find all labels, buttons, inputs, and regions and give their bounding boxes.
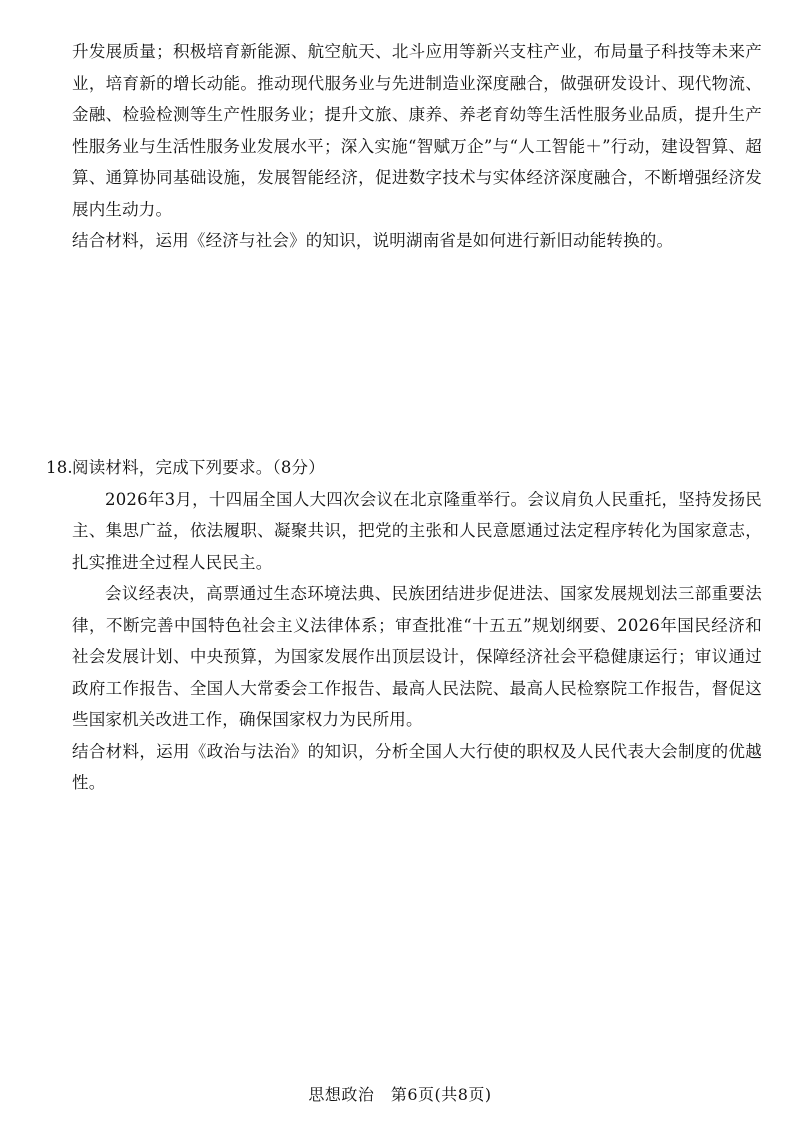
question-heading-text: 阅读材料，完成下列要求。（8分） — [72, 458, 325, 477]
section-18 — [46, 452, 762, 799]
material-paragraph: 升发展质量；积极培育新能源、航空航天、北斗应用等新兴支柱产业，布局量子科技等未来产业，培育新的增长动能。推动现代服务业与先进制造业深度融合，做强研发设计、现代物流、金融、检验检测等生产性服务业；提升文旅、康养、养老育幼等生活性服务业品质，提升生产性服务业与生活性服务业发展水平；深入实施“智赋万企”与“人工智能＋”行动，建设智算、超算、通算协同基础设施，发展智能经济，促进数字技术与实体经济深度融合，不断增强经济发展内生动力。 — [72, 42, 762, 219]
material-paragraph-2: 会议经表决，高票通过生态环境法典、民族团结进步促进法、国家发展规划法三部重要法律，不断完善中国特色社会主义法律体系；审查批准“十五五”规划纲要、2026年国民经济和社会发展计划、中央预算，为国家发展作出顶层设计，保障经济社会平稳健康运行；审议通过政府工作报告、全国人大常委会工作报告、最高人民法院、最高人民检察院工作报告，督促这些国家机关改进工作，确保国家权力为民所用。 — [72, 584, 762, 729]
material-paragraph-1: 2026年3月，十四届全国人大四次会议在北京隆重举行。会议肩负人民重托，坚持发扬民主、集思广益，依法履职、凝聚共识，把党的主张和人民意愿通过法定程序转化为国家意志，扎实推进全过程人民民主。 — [72, 489, 762, 572]
section-17-continuation — [72, 36, 762, 257]
question-prompt: 结合材料，运用《经济与社会》的知识，说明湖南省是如何进行新旧动能转换的。 — [72, 231, 674, 250]
page-footer: 思想政治 第6页(共8页) — [308, 1085, 492, 1104]
question-number: 18. — [46, 458, 73, 477]
question-heading — [46, 452, 762, 484]
question-prompt: 结合材料，运用《政治与法治》的知识，分析全国人大行使的职权及人民代表大会制度的优越性。 — [72, 741, 762, 792]
